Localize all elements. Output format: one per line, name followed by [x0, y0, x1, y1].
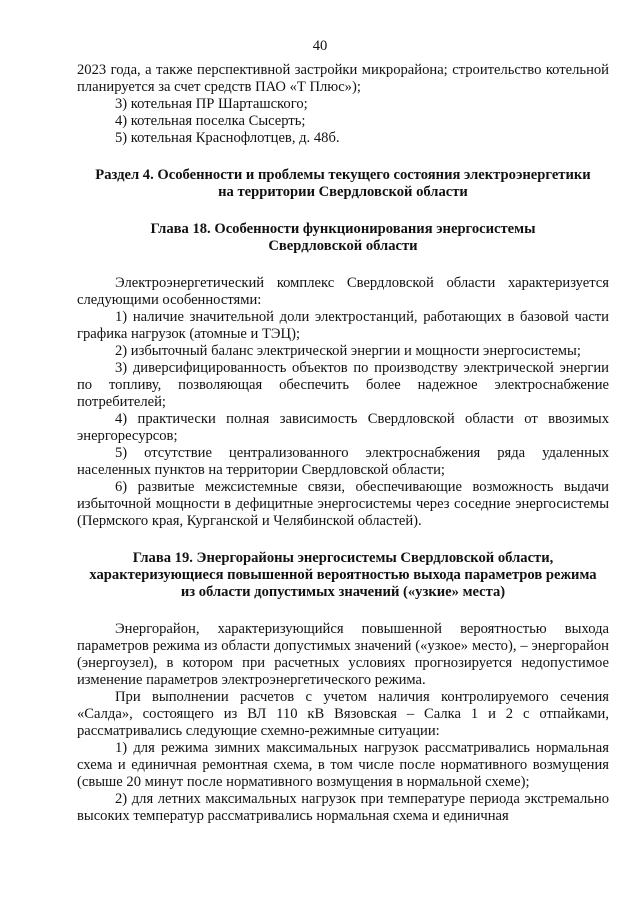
paragraph: При выполнении расчетов с учетом наличия контролируемого сечения «Салда», состоящего из ВЛ 110 кВ Вязовская – Салка 1 и 2 с отпайками, рассматривались следующие схемно-режимные ситуации:	[77, 689, 609, 739]
list-item: 2) избыточный баланс электрической энергии и мощности энергосистемы;	[115, 343, 581, 359]
section-heading-line: Раздел 4. Особенности и проблемы текущего состояния электроэнергетики	[95, 167, 591, 183]
chapter-heading-line: Свердловской области	[268, 238, 418, 254]
list-item: 3) диверсифицированность объектов по производству электрической энергии по топливу, позволяющая обеспечить более надежное электроснабжение потребителей;	[77, 360, 609, 410]
paragraph: Энергорайон, характеризующийся повышенной вероятностью выхода параметров режима из области допустимых значений («узкое» место), – энергорайон (энергоузел), в котором при расчетных условиях прогнозируется недопустимое изменение параметров электроэнергетического режима.	[77, 621, 609, 688]
paragraph: Электроэнергетический комплекс Свердловской области характеризуется следующими особенностями:	[77, 275, 609, 308]
list-item: 1) наличие значительной доли электростанций, работающих в базовой части графика нагрузок (атомные и ТЭЦ);	[77, 309, 609, 342]
chapter-heading-line: характеризующиеся повышенной вероятностью выхода параметров режима	[89, 567, 597, 583]
list-item: 4) котельная поселка Сысерть;	[115, 113, 306, 129]
section-heading	[77, 167, 609, 201]
chapter-heading-line: Глава 18. Особенности функционирования энергосистемы	[150, 221, 536, 237]
list-item: 5) котельная Краснофлотцев, д. 48б.	[115, 130, 340, 146]
chapter-heading-line: из области допустимых значений («узкие» места)	[180, 584, 506, 600]
list-item: 3) котельная ПР Шарташского;	[115, 96, 308, 112]
list-item: 5) отсутствие централизованного электроснабжения ряда удаленных населенных пунктов на территории Свердловской области;	[77, 445, 609, 478]
page-number: 40	[312, 38, 328, 54]
page-content	[77, 62, 609, 825]
chapter-heading	[77, 550, 609, 601]
chapter-heading-line: Глава 19. Энергорайоны энергосистемы Свердловской области,	[132, 550, 554, 566]
section-heading-line: на территории Свердловской области	[218, 184, 468, 200]
chapter-heading	[77, 221, 609, 255]
list-item: 2) для летних максимальных нагрузок при температуре периода экстремально высоких температур рассматривались нормальная схема и единичная	[77, 791, 609, 824]
list-item: 6) развитые межсистемные связи, обеспечивающие возможность выдачи избыточной мощности в дефицитные энергосистемы через соседние энергосистемы (Пермского края, Курганской и Челябинской областей).	[77, 479, 609, 529]
list-item: 1) для режима зимних максимальных нагрузок рассматривались нормальная схема и единичная ремонтная схема, в том числе после нормативного возмущения (свыше 20 минут после нормативного возмущения в нормальной схеме);	[77, 740, 609, 790]
list-item: 4) практически полная зависимость Свердловской области от ввозимых энергоресурсов;	[77, 411, 609, 444]
continued-paragraph: 2023 года, а также перспективной застройки микрорайона; строительство котельной планируется за счет средств ПАО «Т Плюс»);	[77, 62, 609, 95]
